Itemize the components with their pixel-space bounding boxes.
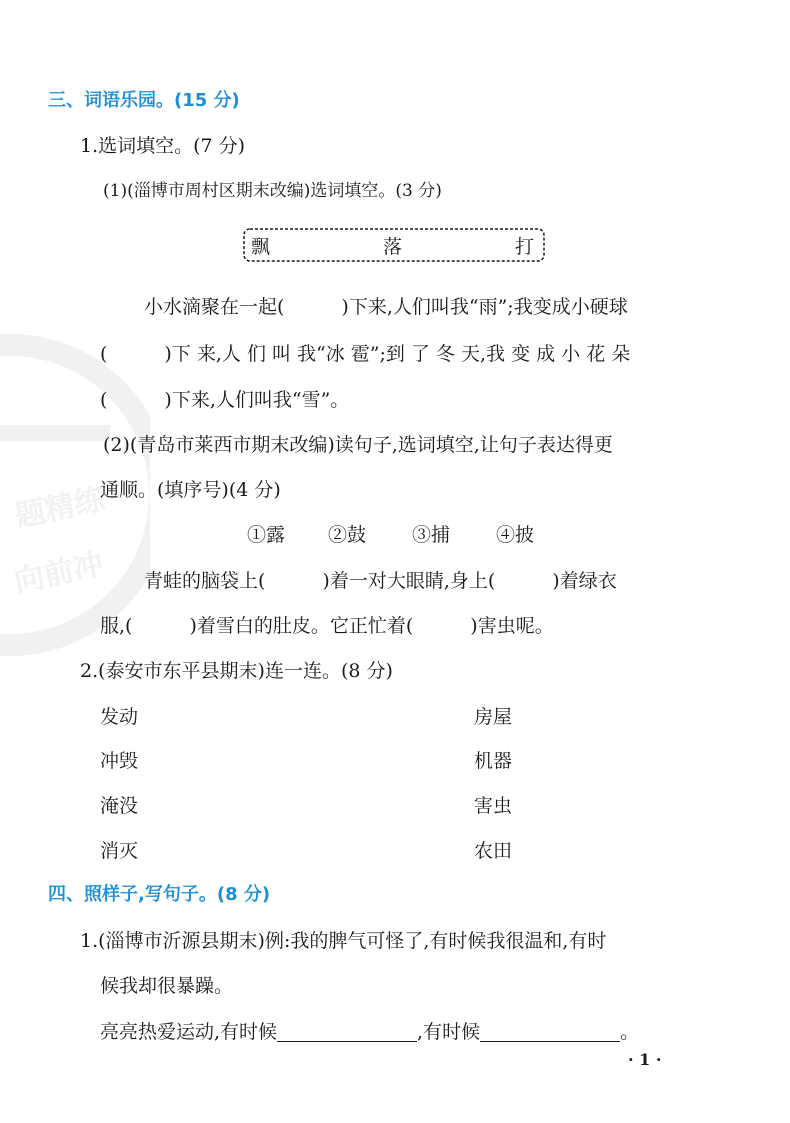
page-number: · 1 · — [628, 1050, 662, 1069]
svg-text:向前冲: 向前冲 — [11, 547, 107, 600]
q1-part2-title-line-1: (2)(青岛市莱西市期末改编)读句子,选词填空,让句子表达得更 — [103, 434, 613, 456]
q2-title: 2.(泰安市东平县期末)连一连。(8 分) — [80, 660, 393, 682]
option-1: ①露 — [247, 524, 286, 546]
section-4-title: 四、照样子,写句子。(8 分) — [48, 884, 271, 905]
match-left-item[interactable]: 消灭 — [100, 840, 139, 862]
match-left-item[interactable]: 冲毁 — [100, 750, 139, 772]
part2-line-2: 服,( )着雪白的肚皮。它正忙着( )害虫呢。 — [100, 615, 554, 637]
word-choice-box — [243, 228, 545, 262]
word-option: 落 — [383, 236, 403, 258]
q1-title: 1.选词填空。(7 分) — [80, 135, 246, 157]
part1-line-2: ( )下 来,人 们 叫 我“冰 雹”;到 了 冬 天,我 变 成 小 花 朵 — [100, 343, 631, 365]
word-option: 打 — [515, 236, 535, 258]
match-left-item[interactable]: 淹没 — [100, 795, 139, 817]
q1-part1-title: (1)(淄博市周村区期末改编)选词填空。(3 分) — [103, 181, 442, 201]
answer-blank-2[interactable] — [480, 1021, 620, 1042]
word-option: 飘 — [251, 236, 271, 258]
option-3: ③捕 — [412, 524, 451, 546]
match-right-item[interactable]: 房屋 — [474, 706, 513, 728]
match-left-item[interactable]: 发动 — [100, 706, 139, 728]
answer-suffix: 。 — [620, 1021, 640, 1043]
s4-q1-line-1: 1.(淄博市沂源县期末)例:我的脾气可怪了,有时候我很温和,有时 — [80, 930, 607, 952]
answer-blank-1[interactable] — [277, 1021, 417, 1042]
match-right-item[interactable]: 害虫 — [474, 795, 513, 817]
part2-line-1: 青蛙的脑袋上( )着一对大眼睛,身上( )着绿衣 — [144, 570, 617, 592]
option-2: ②鼓 — [328, 524, 367, 546]
match-right-item[interactable]: 机器 — [474, 750, 513, 772]
svg-text:题精练: 题精练 — [12, 481, 108, 535]
answer-prefix: 亮亮热爱运动,有时候 — [100, 1021, 278, 1043]
answer-middle: ,有时候 — [417, 1021, 481, 1043]
part1-line-3: ( )下来,人们叫我“雪”。 — [100, 389, 350, 411]
match-right-item[interactable]: 农田 — [474, 840, 513, 862]
option-4: ④披 — [496, 524, 535, 546]
s4-q1-line-2: 候我却很暴躁。 — [100, 975, 234, 997]
section-3-title: 三、词语乐园。(15 分) — [48, 90, 240, 111]
part1-line-1: 小水滴聚在一起( )下来,人们叫我“雨”;我变成小硬球 — [144, 296, 628, 318]
s4-answer-line — [100, 1017, 639, 1044]
q1-part2-title-line-2: 通顺。(填序号)(4 分) — [100, 479, 281, 501]
